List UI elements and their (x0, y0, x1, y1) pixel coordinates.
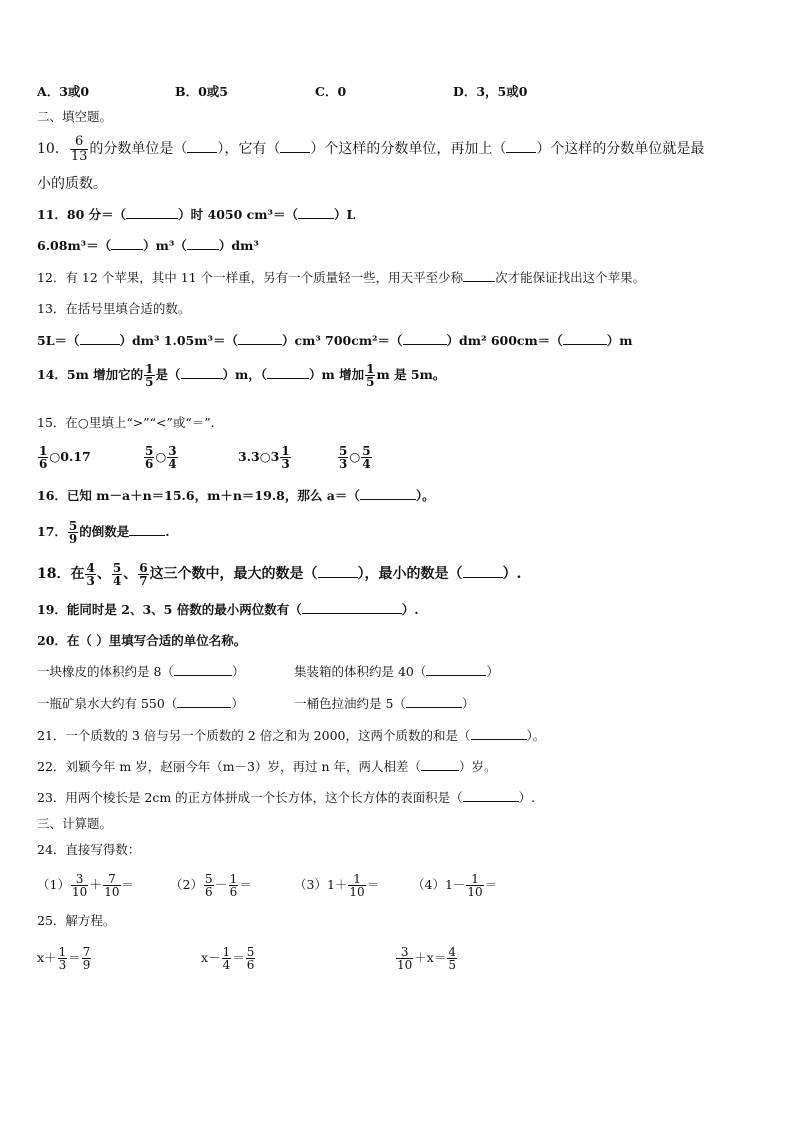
question-10: 10． $\frac{6}{13}$ 的分数单位是（ ），它有（ ）个这样的分数单位，再加上（ ）个这样的分数单位就是最 (37, 133, 705, 164)
question-17: 17． $\frac{5}{9}$ 的倒数是 . (37, 519, 170, 546)
question-11: 11．80 分＝（ ）时 4050 cm³＝（ ）L (37, 207, 356, 222)
option-b: B．0或5 (175, 84, 228, 99)
question-19: 19．能同时是 2、3、5 倍数的最小两位数有（ ）. (37, 602, 419, 617)
option-c: C．0 (315, 84, 347, 99)
question-15-a: $\frac{1}{6}$ ○0.17 (39, 444, 91, 471)
question-15-d: $\frac{5}{3}$ ○ $\frac{5}{4}$ (339, 444, 371, 471)
question-18: 18．在 $\frac{4}{3}$ 、 $\frac{5}{4}$ 、 $\frac{6}{7}$ 这三个数中，最大的数是（ ），最小的数是（ ）. (37, 560, 522, 588)
equation-3: $\frac{3}{10}$ ＋x＝ $\frac{4}{5}$ (397, 945, 456, 972)
question-14: 14．5m 增加它的 $\frac{1}{5}$ 是（ ）m，（ ）m 增加 $\frac{1}{5}$ m 是 5m。 (37, 362, 446, 389)
question-15-title: 15．在○里填上“>”“<”或“＝”. (37, 415, 215, 430)
question-20-title: 20．在（ ）里填写合适的单位名称。 (37, 633, 247, 648)
question-13: 5L＝（ ）dm³ 1.05m³＝（ ）cm³ 700cm²＝（ ）dm² 600cm＝（ ）m (37, 333, 633, 348)
question-23: 23．用两个棱长是 2cm 的正方体拼成一个长方体，这个长方体的表面积是（ ）. (37, 790, 536, 805)
question-24-title: 24．直接写得数： (37, 842, 141, 857)
question-13-title: 13．在括号里填合适的数。 (37, 301, 191, 316)
question-11-line2: 6.08m³＝（ ）m³（ ）dm³ (37, 238, 259, 253)
question-22: 22．刘颖今年 m 岁，赵丽今年（m－3）岁，再过 n 年，两人相差（ ）岁。 (37, 759, 497, 774)
question-25-title: 25．解方程。 (37, 913, 116, 928)
question-24-p1: （1） $\frac{3}{10}$ ＋ $\frac{7}{10}$ ＝ (37, 872, 135, 899)
question-20-r1a: 一块橡皮的体积约是 8（ ） (37, 664, 245, 679)
question-21: 21．一个质数的 3 倍与另一个质数的 2 倍之和为 2000，这两个质数的和是（ ）。 (37, 728, 546, 743)
question-24-p2: （2） $\frac{5}{6}$ － $\frac{1}{6}$ ＝ (170, 872, 252, 899)
question-20-r2b: 一桶色拉油约是 5（ ） (294, 696, 475, 711)
question-24-p3: （3）1＋ $\frac{1}{10}$ ＝ (294, 872, 380, 899)
question-20-r2a: 一瓶矿泉水大约有 550（ ） (37, 696, 244, 711)
section-heading-fill: 二、填空题。 (37, 109, 113, 124)
question-10-cont: 小的质数。 (37, 176, 107, 192)
question-15-c: 3.3○3 $\frac{1}{3}$ (238, 444, 290, 471)
option-d: D．3，5或0 (453, 84, 528, 99)
question-16: 16．已知 m－a＋n＝15.6，m＋n＝19.8，那么 a＝（ ）。 (37, 488, 435, 503)
equation-1: x＋ $\frac{1}{3}$ ＝ $\frac{7}{9}$ (37, 945, 91, 972)
equation-2: x－ $\frac{1}{4}$ ＝ $\frac{5}{6}$ (201, 945, 255, 972)
question-12: 12．有 12 个苹果，其中 11 个一样重，另有一个质量轻一些，用天平至少称 次才能保证找出这个苹果。 (37, 270, 646, 285)
option-a: A．3或0 (37, 84, 90, 99)
question-15-b: $\frac{5}{6}$ ○ $\frac{3}{4}$ (145, 444, 177, 471)
question-20-r1b: 集装箱的体积约是 40（ ） (294, 664, 499, 679)
question-24-p4: （4）1－ $\frac{1}{10}$ ＝ (412, 872, 498, 899)
section-heading-calc: 三、计算题。 (37, 816, 113, 831)
